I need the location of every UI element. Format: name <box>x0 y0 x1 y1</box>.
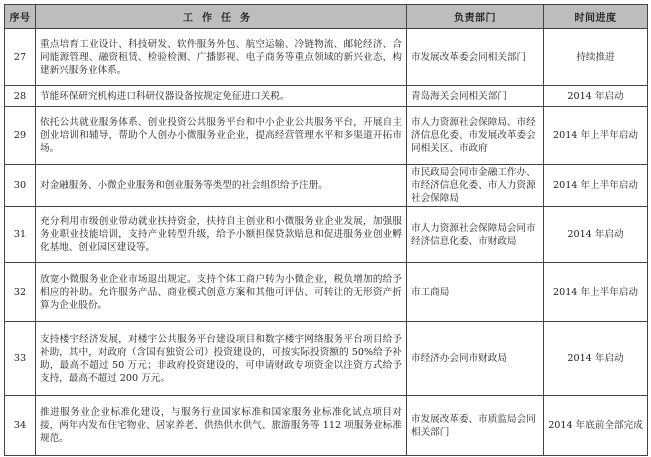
row-num: 27 <box>5 29 36 86</box>
row-num: 31 <box>5 207 36 263</box>
row-task: 支持楼宇经济发展，对楼宇公共服务平台建设项目和数字楼宇网络服务平台项目给予补助，其中，对政府（含国有独资公司）投资建设的，可按实际投资额的 50%给予补助，最高不超过 50 万元；非政府投资建设的，可申请财政专项资金以注资方式给予支持，最高不超过 200 万元。 <box>36 322 407 396</box>
task-table <box>4 4 648 456</box>
row-time: 持续推进 <box>544 29 648 86</box>
header-time: 时间进度 <box>544 5 648 29</box>
row-task: 重点培育工业设计、科技研发、软件服务外包、航空运输、冷链物流、邮轮经济、合同能源管理、融资租赁、检验检测、广播影视、电子商务等重点领域的新兴业态，构建新兴服务业体系。 <box>36 29 407 86</box>
row-dept: 青岛海关会同相关部门 <box>407 86 544 107</box>
row-dept: 市工商局 <box>407 263 544 322</box>
row-num: 30 <box>5 165 36 207</box>
row-time: 2014 年上半年启动 <box>544 165 648 207</box>
table-row <box>5 263 648 322</box>
row-num: 29 <box>5 107 36 165</box>
row-num: 34 <box>5 396 36 456</box>
table-header-row <box>5 5 648 29</box>
task-table-container <box>4 4 647 456</box>
row-num: 28 <box>5 86 36 107</box>
table-row <box>5 322 648 396</box>
row-num: 33 <box>5 322 36 396</box>
row-time: 2014 年上半年启动 <box>544 263 648 322</box>
row-time: 2014 年底前全部完成 <box>544 396 648 456</box>
row-dept: 市民政局会同市金融工作办、市经济信息化委、市人力资源社会保障局 <box>407 165 544 207</box>
table-row <box>5 107 648 165</box>
row-time: 2014 年上半年启动 <box>544 107 648 165</box>
table-row <box>5 396 648 456</box>
row-task: 充分利用市级创业带动就业扶持资金，扶持自主创业和小微服务业企业发展，加强服务业职业技能培训，支持产业转型升级，给予小额担保贷款贴息和促进服务业创业孵化基地、创业园区建设等。 <box>36 207 407 263</box>
header-task: 工作任务 <box>36 5 407 29</box>
row-dept: 市人力资源社会保障局、市经济信息化委、市发展改革委会同相关区、市政府 <box>407 107 544 165</box>
row-dept: 市发展改革委会同相关部门 <box>407 29 544 86</box>
row-time: 2014 年启动 <box>544 322 648 396</box>
row-task: 对金融服务、小微企业服务和创业服务等类型的社会组织给予注册。 <box>36 165 407 207</box>
row-task: 节能环保研究机构进口科研仪器设备按规定免征进口关税。 <box>36 86 407 107</box>
row-dept: 市发展改革委、市质监局会同相关部门 <box>407 396 544 456</box>
table-row <box>5 29 648 86</box>
row-task: 放宽小微服务业企业市场退出规定。支持个体工商户转为小微企业，税负增加的给予相应的补助。允许服务产品、商业模式创意方案和其他可评估、可转让的无形资产折算为企业股份。 <box>36 263 407 322</box>
row-task: 依托公共就业服务体系、创业投资公共服务平台和中小企业公共服务平台，开展自主创业培训和辅导，帮助个人创办小微服务业企业，提高经营管理水平和多渠道开拓市场。 <box>36 107 407 165</box>
header-dept: 负责部门 <box>407 5 544 29</box>
row-task: 推进服务业企业标准化建设，与服务行业国家标准和国家服务业标准化试点项目对接，两年内发布住宅物业、居家养老、供热供水供气、旅游服务等 112 项服务业标准规范。 <box>36 396 407 456</box>
row-dept: 市经济办会同市财政局 <box>407 322 544 396</box>
table-row <box>5 86 648 107</box>
header-num: 序号 <box>5 5 36 29</box>
table-row <box>5 207 648 263</box>
row-time: 2014 年启动 <box>544 86 648 107</box>
row-dept: 市人力资源社会保障局会同市经济信息化委、市财政局 <box>407 207 544 263</box>
table-row <box>5 165 648 207</box>
row-time: 2014 年启动 <box>544 207 648 263</box>
row-num: 32 <box>5 263 36 322</box>
